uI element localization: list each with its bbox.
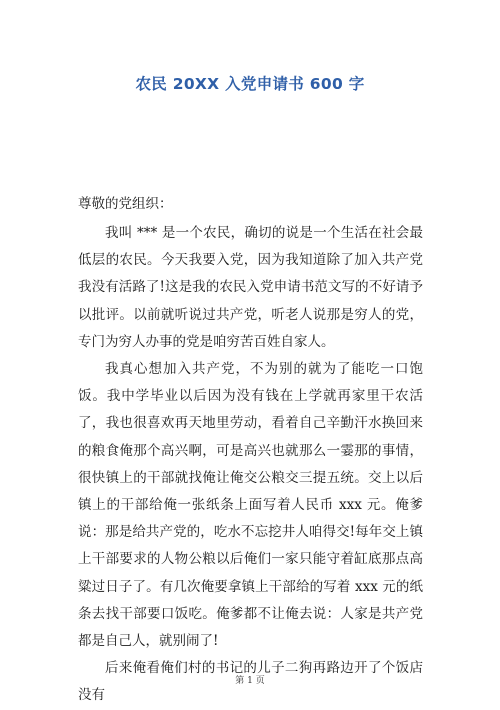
document-title: 农民 20XX 入党申请书 600 字 (135, 75, 365, 93)
document-body (78, 220, 423, 710)
page-number: 第 1 页 (235, 676, 265, 686)
paragraph: 后来俺看俺们村的书记的儿子二狗再路边开了个饭店没有 (78, 660, 423, 704)
salutation: 尊敬的党组织： (78, 196, 173, 212)
paragraph: 我叫 *** 是一个农民，确切的说是一个生活在社会最低层的农民。今天我要入党，因为我知道除了加入共产党我没有活路了!这是我的农民入党申请书范文写的不好请予以批评。以前就听说过共产党，听老人说那是穷人的党，专门为穷人办事的党是咱穷苦百姓自家人。 (78, 225, 423, 350)
paragraph: 我真心想加入共产党，不为别的就为了能吃一口饱饭。我中学毕业以后因为没有钱在上学就再家里干农活了，我也很喜欢再天地里劳动，看着自己辛勤汗水换回来的粮食俺那个高兴啊，可是高兴也就那么一霎那的事情，很快镇上的干部就找俺让俺交公粮交三提五统。交上以后镇上的干部给俺一张纸条上面写着人民币 xxx 元。俺爹说：那是给共产党的，吃水不忘挖井人咱得交!每年交上镇上干部要求的人物公粮以后俺们一家只能守着缸底那点高粱过日子了。有几次俺要拿镇上干部给的写着 xxx 元的纸条去找干部要口饭吃。俺爹都不让俺去说：人家是共产党都是自己人，就别闹了! (78, 361, 423, 650)
